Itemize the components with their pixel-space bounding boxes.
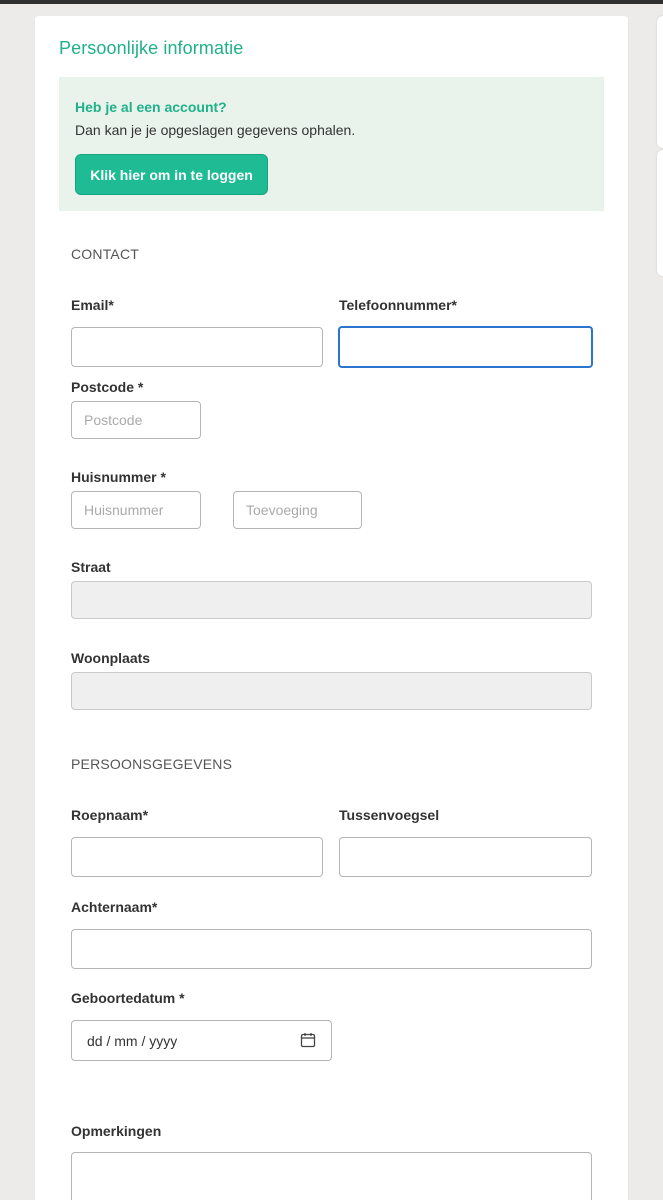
postcode-field[interactable] bbox=[71, 401, 201, 439]
login-button[interactable]: Klik hier om in te loggen bbox=[75, 154, 268, 195]
side-panel-card bbox=[657, 16, 663, 148]
achternaam-field[interactable] bbox=[71, 929, 592, 969]
opmerkingen-textarea[interactable] bbox=[71, 1152, 592, 1200]
woonplaats-field bbox=[71, 672, 592, 710]
huisnummer-label: Huisnummer * bbox=[71, 469, 166, 485]
personal-info-card bbox=[35, 16, 628, 1200]
date-placeholder: dd / mm / yyyy bbox=[87, 1033, 178, 1049]
account-question: Heb je al een account? bbox=[75, 99, 227, 115]
phone-field[interactable] bbox=[338, 326, 593, 368]
contact-heading: CONTACT bbox=[71, 246, 140, 262]
huisnummer-field[interactable] bbox=[71, 491, 201, 529]
geboortedatum-label: Geboortedatum * bbox=[71, 990, 185, 1006]
browser-top-bar bbox=[0, 0, 663, 4]
toevoeging-field[interactable] bbox=[233, 491, 362, 529]
phone-label: Telefoonnummer* bbox=[339, 297, 457, 313]
roepnaam-field[interactable] bbox=[71, 837, 323, 877]
opmerkingen-label: Opmerkingen bbox=[71, 1123, 162, 1139]
postcode-label: Postcode * bbox=[71, 379, 144, 395]
persoonsgegevens-heading: PERSOONSGEGEVENS bbox=[71, 756, 233, 772]
card-title: Persoonlijke informatie bbox=[59, 38, 244, 58]
tussenvoegsel-label: Tussenvoegsel bbox=[339, 807, 440, 823]
straat-label: Straat bbox=[71, 559, 111, 575]
straat-field bbox=[71, 581, 592, 619]
tussenvoegsel-field[interactable] bbox=[339, 837, 592, 877]
email-field[interactable] bbox=[71, 327, 323, 367]
email-label: Email* bbox=[71, 297, 114, 313]
account-login-box bbox=[59, 77, 604, 211]
account-subtitle: Dan kan je je opgeslagen gegevens ophalen. bbox=[75, 122, 356, 138]
woonplaats-label: Woonplaats bbox=[71, 650, 151, 666]
roepnaam-label: Roepnaam* bbox=[71, 807, 149, 823]
side-panel-card bbox=[657, 150, 663, 276]
geboortedatum-field[interactable] bbox=[71, 1020, 332, 1061]
calendar-icon[interactable] bbox=[300, 1032, 316, 1048]
achternaam-label: Achternaam* bbox=[71, 899, 158, 915]
